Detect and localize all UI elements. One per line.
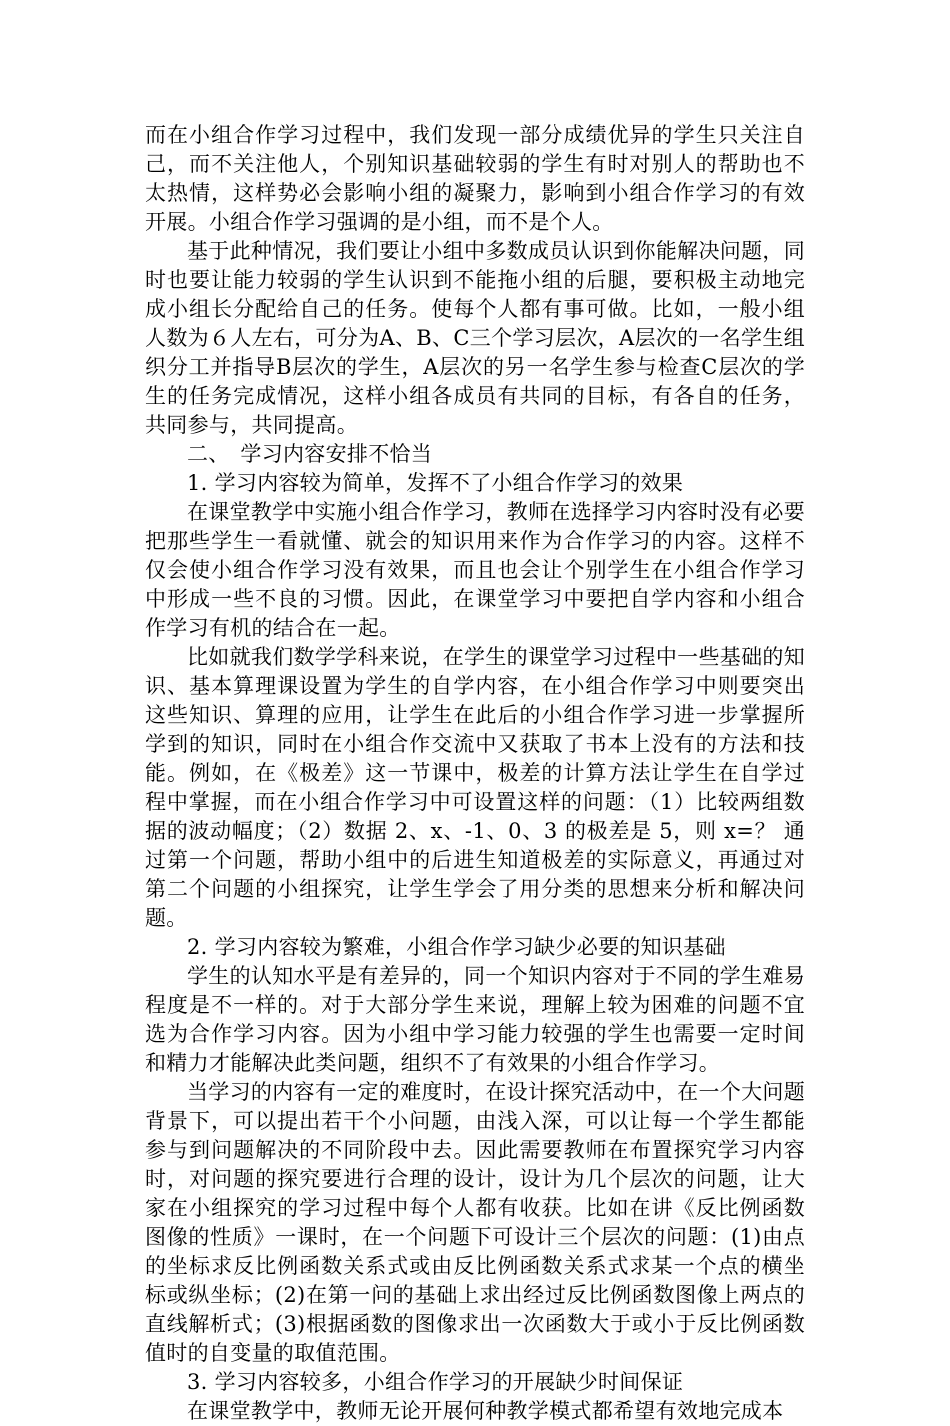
subheading-1: 1. 学习内容较为简单，发挥不了小组合作学习的效果 — [187, 471, 684, 495]
paragraph-5: 学生的认知水平是有差异的，同一个知识内容对于不同的学生难易程度是不一样的。对于大部分学生来说，理解上较为困难的问题不宜选为合作学习内容。因为小组中学习能力较强的学生也需要一定时间和精力才能解决此类问题，组织不了有效果的小组合作学习。 — [145, 964, 805, 1075]
paragraph-1: 而在小组合作学习过程中，我们发现一部分成绩优异的学生只关注自己，而不关注他人，个别知识基础较弱的学生有时对别人的帮助也不太热情，这样势必会影响小组的凝聚力，影响到小组合作学习的有效开展。小组合作学习强调的是小组，而不是个人。 — [145, 123, 805, 234]
subheading-3: 3. 学习内容较多，小组合作学习的开展缺少时间保证 — [187, 1370, 684, 1394]
paragraph-6: 当学习的内容有一定的难度时，在设计探究活动中，在一个大问题背景下，可以提出若干个小问题，由浅入深，可以让每一个学生都能参与到问题解决的不同阶段中去。因此需要教师在布置探究学习内容时，对问题的探究要进行合理的设计，设计为几个层次的问题，让大家在小组探究的学习过程中每个人都有收获。比如在讲《反比例函数图像的性质》一课时，在一个问题下可设计三个层次的问题：(1)由点的坐标求反比例函数关系式或由反比例函数关系式求某一个点的横坐标或纵坐标；(2)在第一问的基础上求出经过反比例函数图像上两点的直线解析式；(3)根据函数的图像求出一次函数大于或小于反比例函数值时的自变量的取值范围。 — [145, 1080, 805, 1365]
paragraph-7: 在课堂教学中，教师无论开展何种教学模式都希望有效地完成本 — [187, 1399, 784, 1423]
subheading-2: 2. 学习内容较为繁难，小组合作学习缺少必要的知识基础 — [187, 935, 726, 959]
paragraph-4: 比如就我们数学学科来说，在学生的课堂学习过程中一些基础的知识、基本算理课设置为学生的自学内容，在小组合作学习中则要突出这些知识、算理的应用，让学生在此后的小组合作学习进一步掌握所学到的知识，同时在小组合作交流中又获取了书本上没有的方法和技能。例如，在《极差》这一节课中，极差的计算方法让学生在自学过程中掌握，而在小组合作学习中可设置这样的问题：（1）比较两组数据的波动幅度；（2）数据 2、x、-1、0、3 的极差是 5，则 x=？ 通过第一个问题，帮助小组中的后进生知道极差的实际意义，再通过对第二个问题的小组探究，让学生学会了用分类的思想来分析和解决问题。 — [145, 645, 805, 930]
paragraph-2: 基于此种情况，我们要让小组中多数成员认识到你能解决问题，同时也要让能力较弱的学生认识到不能拖小组的后腿，要积极主动地完成小组长分配给自己的任务。使每个人都有事可做。比如，一般小组人数为６人左右，可分为A、B、C三个学习层次，A层次的一名学生组织分工并指导B层次的学生，A层次的另一名学生参与检查C层次的学生的任务完成情况，这样小组各成员有共同的目标，有各自的任务，共同参与，共同提高。 — [145, 239, 805, 437]
paragraph-3: 在课堂教学中实施小组合作学习，教师在选择学习内容时没有必要把那些学生一看就懂、就会的知识用来作为合作学习的内容。这样不仅会使小组合作学习没有效果，而且也会让个别学生在小组合作学习中形成一些不良的习惯。因此，在课堂学习中要把自学内容和小组合作学习有机的结合在一起。 — [145, 500, 805, 640]
document-page — [145, 121, 805, 1426]
section-heading-2: 二、 学习内容安排不恰当 — [187, 442, 433, 466]
